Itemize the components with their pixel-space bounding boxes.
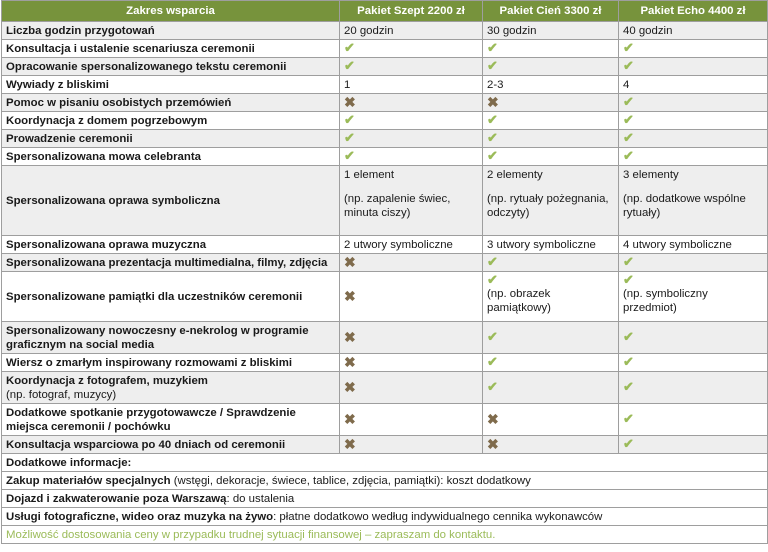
footer-line xyxy=(2,508,768,526)
row-label: Wywiady z bliskimi xyxy=(2,76,340,94)
check-icon: ✔ xyxy=(344,130,355,145)
header-package-cien: Pakiet Cień 3300 zł xyxy=(483,1,619,22)
table-row xyxy=(2,76,768,94)
check-icon: ✔ xyxy=(623,112,634,127)
cross-icon: ✖ xyxy=(344,410,356,427)
footer-line-bold: Usługi fotograficzne, wideo oraz muzyka na żywo xyxy=(6,510,274,523)
footer-row xyxy=(2,508,768,526)
row-label: Koordynacja z fotografem, muzykiem xyxy=(6,374,208,387)
check-icon: ✔ xyxy=(487,379,498,394)
footer-line xyxy=(2,490,768,508)
check-icon: ✔ xyxy=(487,58,498,73)
row-label: Koordynacja z domem pogrzebowym xyxy=(2,112,340,130)
check-icon: ✔ xyxy=(623,411,634,426)
footer-line-text: : płatne dodatkowo według indywidualnego cennika wykonawców xyxy=(273,510,603,523)
cell-value: 3 utwory symboliczne xyxy=(483,236,619,254)
table-row xyxy=(2,112,768,130)
check-icon: ✔ xyxy=(487,272,498,287)
row-label: Spersonalizowana oprawa muzyczna xyxy=(2,236,340,254)
table-row xyxy=(2,58,768,76)
footer-row xyxy=(2,454,768,472)
check-icon: ✔ xyxy=(487,112,498,127)
check-icon: ✔ xyxy=(344,112,355,127)
table-row xyxy=(2,372,768,404)
table-row xyxy=(2,354,768,372)
cell-value: 2-3 xyxy=(483,76,619,94)
header-package-echo: Pakiet Echo 4400 zł xyxy=(619,1,768,22)
check-icon: ✔ xyxy=(623,40,634,55)
footer-note: Możliwość dostosowania ceny w przypadku trudnej sytuacji finansowej – zapraszam do kontaktu. xyxy=(2,526,768,544)
footer-row xyxy=(2,490,768,508)
check-icon: ✔ xyxy=(623,354,634,369)
check-icon: ✔ xyxy=(487,148,498,163)
check-icon: ✔ xyxy=(623,254,634,269)
row-label: Dodatkowe spotkanie przygotowawcze / Sprawdzenie miejsca ceremonii / pochówku xyxy=(2,404,340,436)
check-icon: ✔ xyxy=(623,436,634,451)
cell-value: 2 utwory symboliczne xyxy=(340,236,483,254)
row-sublabel: (np. fotograf, muzycy) xyxy=(6,388,117,401)
cross-icon: ✖ xyxy=(344,93,356,110)
table-header-row xyxy=(2,1,768,22)
row-label: Spersonalizowana oprawa symboliczna xyxy=(2,166,340,236)
check-icon: ✔ xyxy=(623,58,634,73)
check-icon: ✔ xyxy=(623,272,634,287)
cell-value: 30 godzin xyxy=(483,22,619,40)
check-icon: ✔ xyxy=(344,148,355,163)
check-icon: ✔ xyxy=(623,379,634,394)
cell-value: 4 xyxy=(619,76,768,94)
footer-line-bold: Dojazd i zakwaterowanie poza Warszawą xyxy=(6,492,227,505)
cell-value: 2 elementy xyxy=(487,169,543,181)
cell-note: (np. obrazek pamiątkowy) xyxy=(487,288,551,314)
row-label: Konsultacja wsparciowa po 40 dniach od ceremonii xyxy=(2,436,340,454)
check-icon: ✔ xyxy=(623,148,634,163)
row-label: Wiersz o zmarłym inspirowany rozmowami z bliskimi xyxy=(2,354,340,372)
cell-value: 20 godzin xyxy=(340,22,483,40)
cell-value: 1 xyxy=(340,76,483,94)
table-row xyxy=(2,148,768,166)
footer-line-bold: Zakup materiałów specjalnych xyxy=(6,474,171,487)
cell-value: 4 utwory symboliczne xyxy=(619,236,768,254)
cross-icon: ✖ xyxy=(344,328,356,345)
cell-note: (np. symboliczny przedmiot) xyxy=(623,288,708,314)
footer-line xyxy=(2,472,768,490)
cross-icon: ✖ xyxy=(344,435,356,452)
table-row xyxy=(2,236,768,254)
header-feature: Zakres wsparcia xyxy=(2,1,340,22)
cross-icon: ✖ xyxy=(487,435,499,452)
check-icon: ✔ xyxy=(344,40,355,55)
footer-row xyxy=(2,472,768,490)
row-label: Spersonalizowana prezentacja multimedialna, filmy, zdjęcia xyxy=(2,254,340,272)
cross-icon: ✖ xyxy=(344,378,356,395)
check-icon: ✔ xyxy=(487,329,498,344)
table-row xyxy=(2,166,768,236)
table-row xyxy=(2,436,768,454)
cross-icon: ✖ xyxy=(344,287,356,304)
row-label: Prowadzenie ceremonii xyxy=(2,130,340,148)
row-label: Konsultacja i ustalenie scenariusza ceremonii xyxy=(2,40,340,58)
cell-value: 40 godzin xyxy=(619,22,768,40)
pricing-table xyxy=(1,0,768,544)
footer-line-text: : do ustalenia xyxy=(226,492,295,505)
cross-icon: ✖ xyxy=(344,253,356,270)
check-icon: ✔ xyxy=(487,40,498,55)
cell-note: (np. dodatkowe wspólne rytuały) xyxy=(623,193,746,219)
row-label: Spersonalizowany nowoczesny e-nekrolog w programie graficznym na social media xyxy=(2,322,340,354)
row-label-cell xyxy=(2,372,340,404)
cell-value: 3 elementy xyxy=(623,169,679,181)
footer-heading: Dodatkowe informacje: xyxy=(2,454,768,472)
cross-icon: ✖ xyxy=(344,353,356,370)
check-icon: ✔ xyxy=(487,254,498,269)
table-row xyxy=(2,94,768,112)
cell-note: (np. zapalenie świec, minuta ciszy) xyxy=(344,193,451,219)
cross-icon: ✖ xyxy=(487,410,499,427)
table-row xyxy=(2,254,768,272)
check-icon: ✔ xyxy=(487,354,498,369)
row-label: Spersonalizowane pamiątki dla uczestników ceremonii xyxy=(2,272,340,322)
check-icon: ✔ xyxy=(344,58,355,73)
row-label: Liczba godzin przygotowań xyxy=(2,22,340,40)
footer-row xyxy=(2,526,768,544)
check-icon: ✔ xyxy=(487,130,498,145)
table-row xyxy=(2,404,768,436)
check-icon: ✔ xyxy=(623,130,634,145)
row-label: Spersonalizowana mowa celebranta xyxy=(2,148,340,166)
row-label: Pomoc w pisaniu osobistych przemówień xyxy=(2,94,340,112)
cell-note: (np. rytuały pożegnania, odczyty) xyxy=(487,193,609,219)
check-icon: ✔ xyxy=(623,94,634,109)
cross-icon: ✖ xyxy=(487,93,499,110)
table-row xyxy=(2,22,768,40)
header-package-szept: Pakiet Szept 2200 zł xyxy=(340,1,483,22)
table-row xyxy=(2,322,768,354)
table-row xyxy=(2,272,768,322)
check-icon: ✔ xyxy=(623,329,634,344)
footer-line-text: (wstęgi, dekoracje, świece, tablice, zdjęcia, pamiątki): koszt dodatkowy xyxy=(170,474,531,487)
cell-value: 1 element xyxy=(344,169,395,181)
table-row xyxy=(2,130,768,148)
row-label: Opracowanie spersonalizowanego tekstu ceremonii xyxy=(2,58,340,76)
table-row xyxy=(2,40,768,58)
